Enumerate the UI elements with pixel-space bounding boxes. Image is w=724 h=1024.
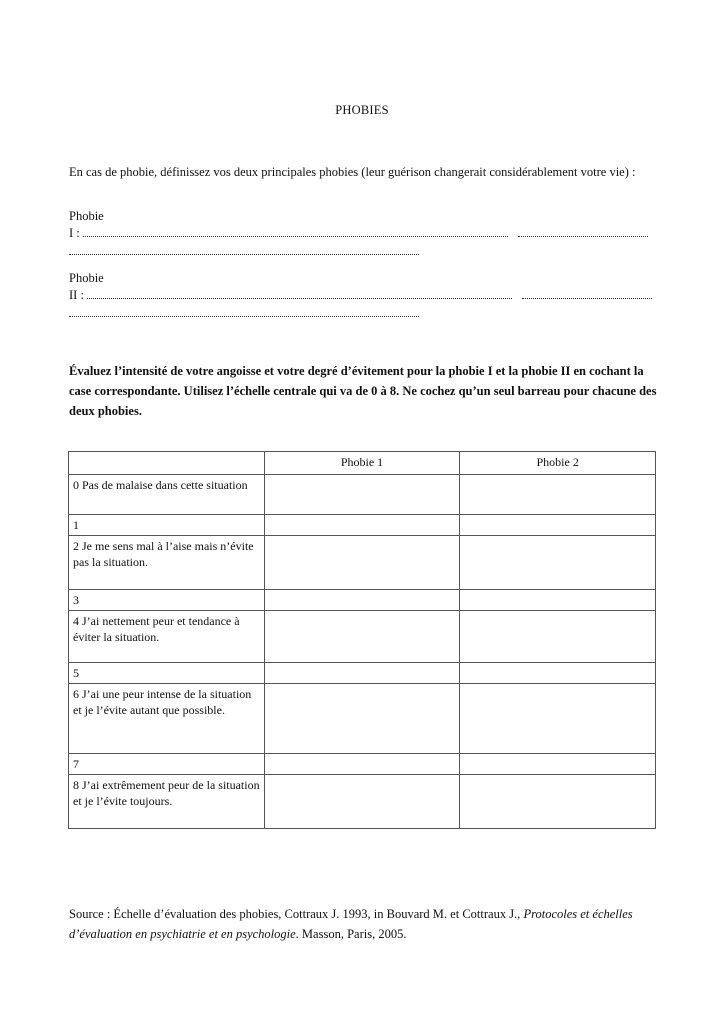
phobie-1-cell[interactable]	[264, 684, 460, 754]
source-suffix: . Masson, Paris, 2005.	[295, 927, 407, 941]
scale-label: 4 J’ai nettement peur et tendance à éviter la situation.	[69, 611, 265, 663]
page-title: PHOBIES	[335, 103, 389, 117]
scale-label: 2 Je me sens mal à l’aise mais n’évite pas la situation.	[69, 536, 265, 590]
table-row	[69, 611, 656, 663]
phobie-2-cell[interactable]	[460, 663, 656, 684]
scale-label: 5	[69, 663, 265, 684]
intro-paragraph: En cas de phobie, définissez vos deux principales phobies (leur guérison changerait considérablement votre vie) :	[69, 165, 636, 179]
scale-label: 6 J’ai une peur intense de la situation et je l’évite autant que possible.	[69, 684, 265, 754]
table-row	[69, 754, 656, 775]
phobie-2-cell[interactable]	[460, 754, 656, 775]
source-prefix: Source : Échelle d’évaluation des phobies, Cottraux J. 1993, in Bouvard M. et Cottraux J.,	[69, 907, 524, 921]
table-header-phobie-2: Phobie 2	[460, 452, 656, 475]
phobie-2-cell[interactable]	[460, 775, 656, 829]
phobie-2-cell[interactable]	[460, 515, 656, 536]
table-row	[69, 775, 656, 829]
table-row	[69, 475, 656, 515]
table-header-row	[69, 452, 656, 475]
table-header-empty	[69, 452, 265, 475]
table-header-phobie-1: Phobie 1	[264, 452, 460, 475]
phobie-2-cell[interactable]	[460, 590, 656, 611]
phobie-1-cell[interactable]	[264, 536, 460, 590]
table-row	[69, 515, 656, 536]
phobie-1-line[interactable]	[69, 225, 659, 242]
phobie-1-cell[interactable]	[264, 590, 460, 611]
phobie-1-cell[interactable]	[264, 611, 460, 663]
phobie-1-cell[interactable]	[264, 515, 460, 536]
source-citation	[69, 904, 669, 944]
phobie-1-block	[69, 208, 659, 255]
phobie-1-cell[interactable]	[264, 663, 460, 684]
table-row	[69, 590, 656, 611]
phobie-2-block	[69, 270, 659, 317]
phobie-2-prefix: II :	[69, 288, 84, 302]
scale-label: 7	[69, 754, 265, 775]
rating-table	[68, 451, 656, 829]
phobie-2-continuation-line[interactable]	[69, 306, 419, 317]
phobie-1-label: Phobie	[69, 209, 104, 223]
phobie-2-cell[interactable]	[460, 684, 656, 754]
phobie-1-cell[interactable]	[264, 775, 460, 829]
source-title: Protocoles et échelles d’évaluation en psychiatrie et en psychologie	[69, 907, 633, 941]
scale-label: 8 J’ai extrêmement peur de la situation et je l’évite toujours.	[69, 775, 265, 829]
phobie-2-label: Phobie	[69, 271, 104, 285]
scale-label: 1	[69, 515, 265, 536]
phobie-1-continuation-line[interactable]	[69, 244, 419, 255]
scale-label: 3	[69, 590, 265, 611]
phobie-2-cell[interactable]	[460, 475, 656, 515]
phobie-1-cell[interactable]	[264, 475, 460, 515]
table-row	[69, 536, 656, 590]
table-row	[69, 663, 656, 684]
table-row	[69, 684, 656, 754]
phobie-2-cell[interactable]	[460, 611, 656, 663]
phobie-1-prefix: I :	[69, 226, 80, 240]
scale-label: 0 Pas de malaise dans cette situation	[69, 475, 265, 515]
instructions-paragraph: Évaluez l’intensité de votre angoisse et votre degré d’évitement pour la phobie I et la phobie II en cochant la case correspondante. Utilisez l’échelle centrale qui va de 0 à 8. Ne cochez qu’un seul barreau pour chacune des deux phobies.	[69, 364, 657, 418]
phobie-2-line[interactable]	[69, 287, 659, 304]
phobie-2-cell[interactable]	[460, 536, 656, 590]
phobie-1-cell[interactable]	[264, 754, 460, 775]
